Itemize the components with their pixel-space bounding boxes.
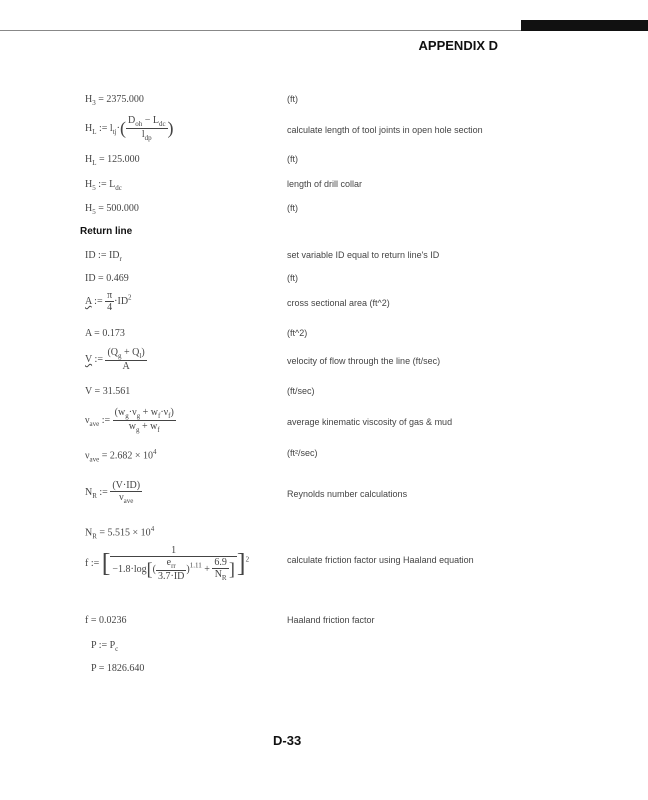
pressure-value: 1826.640 [106,663,145,674]
viscosity-description: average kinematic viscosity of gas & mud [287,417,453,427]
id-units: (ft) [287,273,298,283]
id-description: set variable ID equal to return line's ID [287,250,440,260]
velocity-description: velocity of flow through the line (ft/sec) [287,356,441,366]
appendix-title: APPENDIX D [418,38,498,53]
viscosity-units: (ft²/sec) [287,448,318,458]
area-definition: A := $\frac{\pi}{4}$ $\cdot ID^2$ [85,290,132,313]
header-bar [521,20,648,31]
h5-definition: $H_5$ := $L_{dc}$ [85,179,122,192]
viscosity-value: 2.682 [109,450,133,462]
viscosity-exponent: 4 [153,448,157,456]
velocity-units: (ft/sec) [287,386,315,396]
area-equation: A = 0.173 [85,328,125,339]
friction-equation: f = 0.0236 [85,615,127,626]
hl-definition: $H_L$ := $l_{tj}\cdot$( $\frac{D_{oh} - L_{dc}}{l_{dp}}$ ) [85,115,174,142]
reynolds-equation: $N_R = 5.515 \times 10^4$ [85,525,155,541]
h5-value: 500.000 [106,203,139,214]
id-value: 0.469 [106,273,129,284]
reynolds-definition: $N_R$ := $\frac{(V\cdot ID)}{\nu_{ave}}$ [85,480,141,505]
hl-value: 125.000 [107,154,140,165]
reynolds-value: 5.515 [107,527,131,539]
hl-description: calculate length of tool joints in open hole section [287,125,483,135]
friction-value: 0.0236 [98,615,127,626]
id-definition: ID := $ID_r$ [85,250,122,263]
id-equation: ID = 0.469 [85,273,129,284]
area-units: (ft^2) [287,328,308,338]
friction-description: calculate friction factor using Haaland equation [287,555,474,565]
reynolds-description: Reynolds number calculations [287,489,408,499]
h3-units: (ft) [287,94,298,104]
pressure-definition: P := $P_c$ [91,640,119,653]
area-value: 0.173 [102,328,125,339]
hl-equation: $H_L = 125.000$ [85,154,140,167]
reynolds-exponent: 4 [150,525,155,533]
section-heading: Return line [80,226,133,237]
h5-units: (ft) [287,203,298,213]
viscosity-definition: $\nu_{ave}$ := $\frac{(w_g\cdot\nu_g + w_f\cdot\nu_f)}{w_g + w_f}$ [85,407,174,434]
h3-equation: $H_3 = 2375.000$ [85,94,144,107]
velocity-equation: V = 31.561 [85,386,131,397]
friction-definition: f := [ 1 −1.8·log[( $\frac{e_{rr}}{3.7\cdot ID}$ )$^{1.11}$ + $\frac{6.9}{N_R}$ ] ]$^2$ [85,545,250,582]
velocity-value: 31.561 [102,386,131,397]
hl-units: (ft) [287,154,298,164]
page-number: D-33 [273,733,302,748]
pressure-equation: P = 1826.640 [91,663,145,674]
velocity-definition: V := $\frac{(Q_g + Q_l)}{A}$ [85,347,145,372]
area-description: cross sectional area (ft^2) [287,298,390,308]
h5-description: length of drill collar [287,179,363,189]
friction-description-2: Haaland friction factor [287,615,375,625]
h3-value: 2375.000 [106,94,144,105]
viscosity-equation: $\nu_{ave} = 2.682 \times 10^4$ [85,448,157,464]
h5-equation: $H_5 = 500.000$ [85,203,139,216]
